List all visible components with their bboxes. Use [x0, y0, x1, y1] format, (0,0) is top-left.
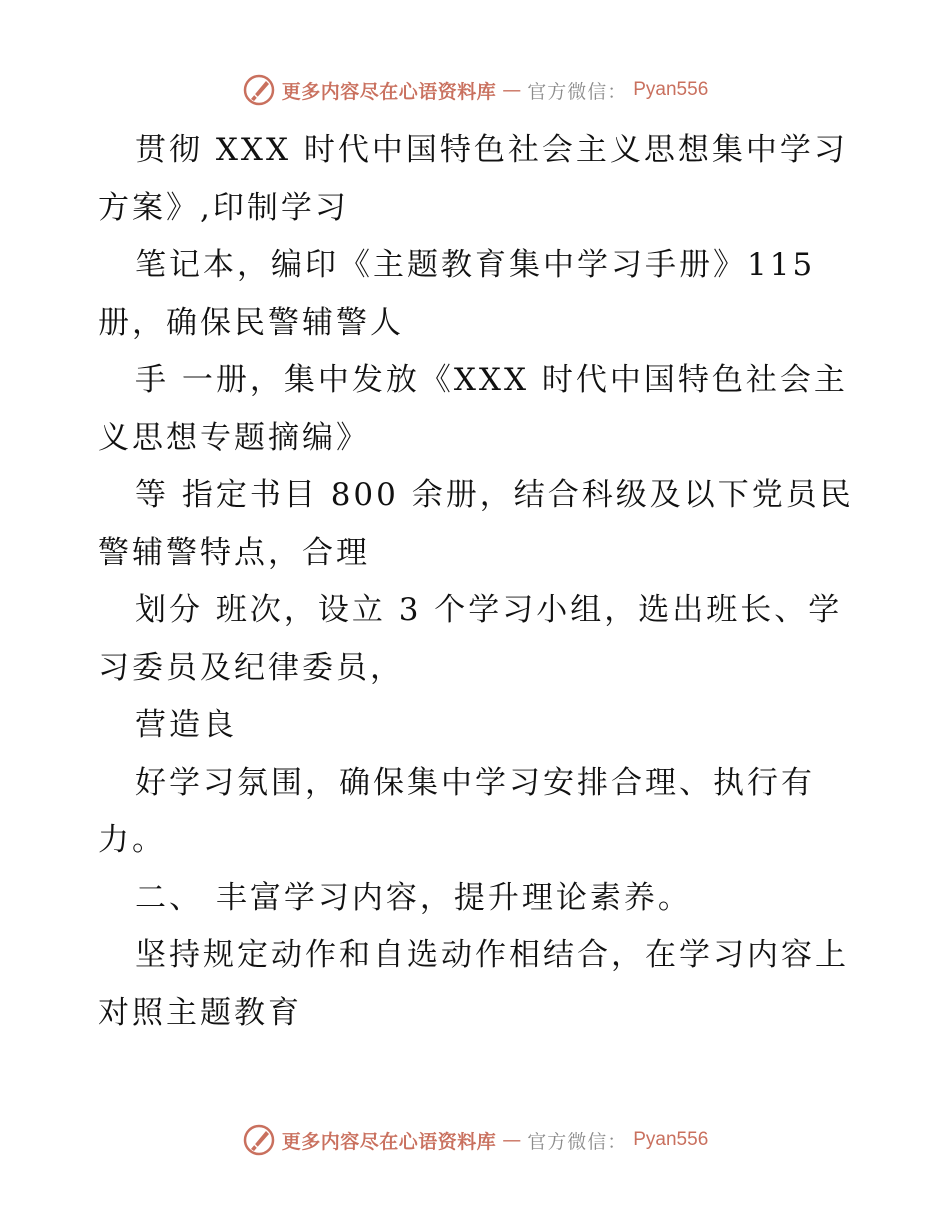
text-line: 划分 班次，设立 3 个学习小组，选出班长、学: [135, 592, 843, 628]
text-line: 方案》,印制学习: [98, 189, 349, 226]
watermark-wechat-label: 官方微信：: [527, 80, 628, 103]
watermark-dash: —: [502, 1129, 522, 1151]
text-line: 坚持规定动作和自选动作相结合，在学习内容上: [135, 937, 849, 973]
document-body: [98, 122, 858, 1042]
text-line: 贯彻 XXX 时代中国特色社会主义思想集中学习: [135, 132, 848, 168]
text-line: 义思想专题摘编》: [98, 419, 370, 456]
text-line: 等 指定书目 800 余册，结合科级及以下党员民: [135, 477, 854, 513]
footer-watermark: [0, 1120, 950, 1160]
watermark-brand-text: 更多内容尽在心语资料库: [281, 80, 497, 103]
quill-logo-icon: [242, 1123, 276, 1157]
text-line: 营造良: [135, 707, 237, 743]
text-line: 手 一册，集中发放《XXX 时代中国特色社会主: [135, 362, 848, 398]
watermark-dash: —: [502, 79, 522, 101]
text-line: 好学习氛围，确保集中学习安排合理、执行有: [135, 764, 815, 801]
text-line: 册，确保民警辅警人: [98, 304, 404, 341]
text-line: 力。: [98, 822, 166, 858]
text-line: 笔记本，编印《主题教育集中学习手册》115: [135, 247, 816, 283]
watermark-wechat-label: 官方微信：: [527, 1130, 628, 1153]
text-line: 习委员及纪律委员，: [98, 649, 404, 686]
watermark-brand-text: 更多内容尽在心语资料库: [281, 1130, 497, 1153]
header-watermark: [0, 70, 950, 110]
quill-logo-icon: [242, 73, 276, 107]
text-line: 二、 丰富学习内容，提升理论素养。: [135, 879, 692, 916]
text-line: 对照主题教育: [98, 994, 302, 1031]
text-line: 警辅警特点，合理: [98, 534, 370, 571]
watermark-wechat-id: Pyan556: [633, 79, 709, 100]
watermark-wechat-id: Pyan556: [633, 1129, 709, 1150]
